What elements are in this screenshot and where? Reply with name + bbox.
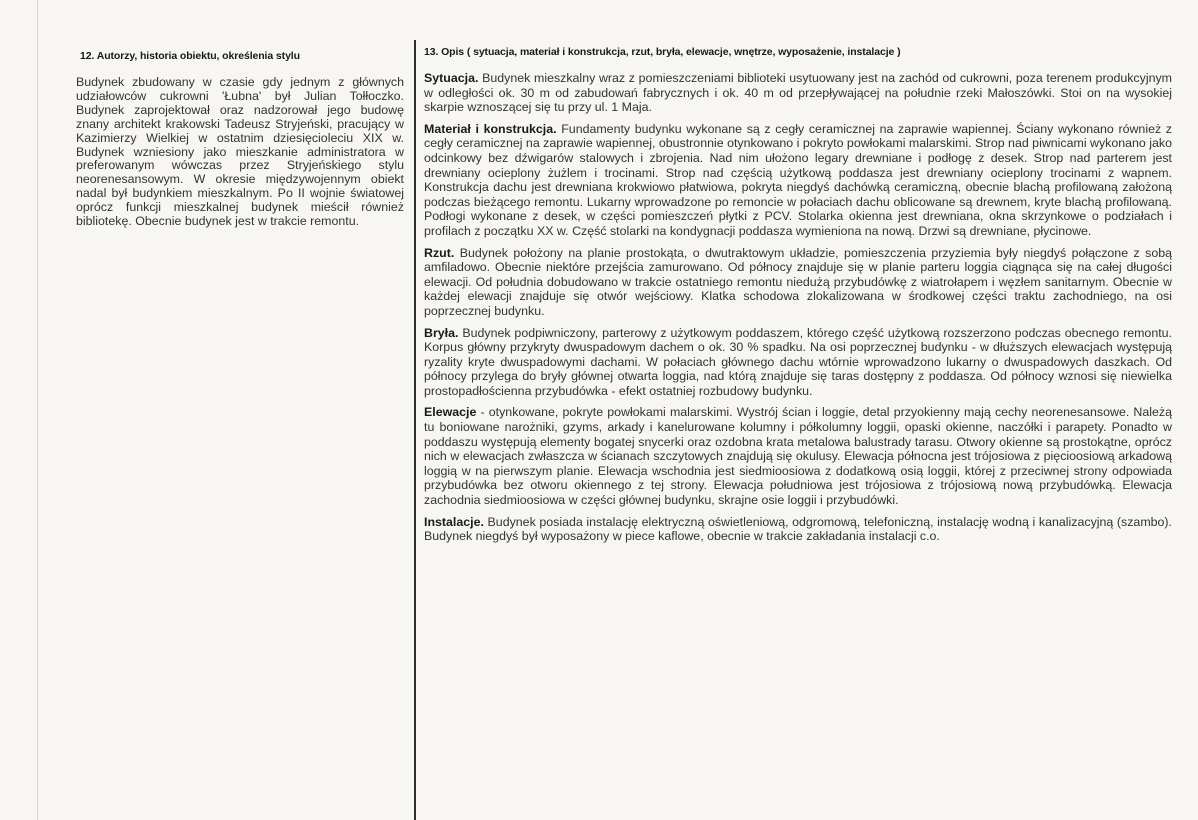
paragraph-label: Bryła. [424, 325, 459, 340]
section-12-body: Budynek zbudowany w czasie gdy jednym z głównych udziałowców cukrowni 'Łubna' był Julian Tołłoczko. Budynek zaprojektował oraz nadzorował jego budowę znany architekt krakowski Tadeusz Stryjeński, pracujący w Kazimierzy Wielkiej w ostatnim dziesięcioleciu XIX w. Budynek wzniesiony jako mieszkanie administratora w preferowanym wówczas przez Stryjeńskiego stylu neorenesansowym. W okresie międzywojennym obiekt nadal był budynkiem mieszkalnym. Po II wojnie światowej oprócz funkcji mieszkalnej budynek mieścił również bibliotekę. Obecnie budynek jest w trakcie remontu. [76, 75, 404, 229]
left-column [76, 50, 404, 229]
paragraph-text: Budynek położony na planie prostokąta, o dwutraktowym układzie, pomieszczenia przyziemia były niegdyś połączone z sobą amfiladowo. Obecnie niektóre przejścia zamurowano. Od północy znajduje się w planie parteru loggia ciągnąca się na całej długości elewacji. Od południa dobudowano w trakcie ostatniego remontu niedużą przybudówkę z wiatrołapem i węzłem sanitarnym. Obecnie w każdej elewacji znajduje się otwór wejściowy. Klatka schodowa zlokalizowana w środkowej części traktu zachodniego, na osi poprzecznej budynku. [424, 245, 1172, 318]
paragraph-material-konstrukcja [424, 122, 1172, 239]
paragraph-text: Fundamenty budynku wykonane są z cegły ceramicznej na zaprawie wapiennej. Ściany wykonano również z cegły ceramicznej na zaprawie wapiennej, obustronnie otynkowano i pokryto powłokami malarskimi. Strop nad piwnicami wykonano jako odcinkowy bez dźwigarów stalowych i zbrojenia. Nad nim ułożono legary drewniane i podłogę z desek. Strop nad parterem jest drewniany ocieplony żużlem i trocinami. Strop nad częścią użytkową poddasza jest drewniany ocieplony trocinami z wapnem. Konstrukcja dachu jest drewniana krokwiowo płatwiowa, pokryta niegdyś dachówką ceramiczną, obecnie blachą profilowaną założoną podczas bieżącego remontu. Lukarny wprowadzone po remoncie w połaciach dachu oblicowane są drewnem, kryte blachą profilowaną. Podłogi wykonane z desek, w części pomieszczeń płytki z PCV. Stolarka okienna jest drewniana, okna skrzynkowe o podziałach i profilach z początku XX w. Część stolarki na kondygnacji poddasza wymieniona na nową. Drzwi są drewniane, płycinowe. [424, 121, 1172, 238]
paragraph-elewacje [424, 405, 1172, 507]
paragraph-label: Sytuacja. [424, 71, 479, 85]
paragraph-label: Elewacje [424, 405, 477, 420]
section-13-heading: 13. Opis ( sytuacja, materiał i konstrukcja, rzut, bryła, elewacje, wnętrze, wyposażenie, instalacje ) [424, 46, 901, 58]
column-divider [414, 40, 416, 820]
paragraph-text: Budynek mieszkalny wraz z pomieszczeniami biblioteki usytuowany jest na zachód od cukrowni, poza terenem produkcyjnym w odległości ok. 30 m od zabudowań fabrycznych i ok. 40 m od przepływającej na południe rzeki Małoszówki. Stoi on na wysokiej skarpie wznoszącej się tu przy ul. 1 Maja. [424, 71, 1172, 115]
paragraph-text: - otynkowane, pokryte powłokami malarskimi. Wystrój ścian i loggie, detal przyokienny mają cechy neorenesansowe. Należą tu boniowane narożniki, gzyms, arkady i kanelurowane kolumny i półkolumny loggii, opaski okienne, naczółki i parapety. Ponadto w poddaszu występują elementy bogatej snycerki oraz ozdobna krata metalowa balustrady tarasu. Otwory okienne są prostokątne, oprócz nich w elewacjach zwłaszcza w ścianach szczytowych znajdują się okulusy. Elewacja północna jest trójosiowa z pięcioosiową arkadową loggią w na pierwszym planie. Elewacja wschodnia jest siedmioosiowa z dodatkową osią loggii, której z przeciwnej strony odpowiada przybudówka bez otworu okiennego z tej strony. Elewacja południowa jest trójosiowa z trójosiową nową przybudówką. Elewacja zachodnia siedmioosiowa w części głównej budynku, skrajne osie loggii i przybudówki. [424, 405, 1172, 508]
paragraph-label: Materiał i konstrukcja. [424, 121, 557, 136]
paragraph-text: Budynek podpiwniczony, parterowy z użytkowym poddaszem, którego część użytkową rozszerzono podczas obecnego remontu. Korpus główny przykryty dwuspadowym dachem o ok. 30 % spadku. Na osi poprzecznej budynku - w dłuższych elewacjach występują ryzality kryte dwuspadowymi dachami. W połaciach głównego dachu wtórnie wprowadzono lukarny o dwuspadowych daszkach. Od północy przylega do bryły głównej otwarta loggia, nad którą znajduje się taras dostępny z poddasza. Od północy wznosi się niewielka prostopadłościenna przybudówka - efekt ostatniej rozbudowy budynku. [424, 325, 1172, 398]
page-edge-line [37, 0, 38, 820]
section-12-heading: 12. Autorzy, historia obiektu, określenia stylu [80, 50, 300, 62]
right-column [424, 46, 1172, 544]
paragraph-instalacje [424, 515, 1172, 544]
paragraph-label: Rzut. [424, 245, 455, 260]
paragraph-bryla [424, 326, 1172, 399]
paragraph-rzut [424, 246, 1172, 319]
paragraph-sytuacja [424, 71, 1172, 115]
paragraph-label: Instalacje. [424, 514, 484, 529]
paragraph-text: Budynek posiada instalację elektryczną oświetleniową, odgromową, telefoniczną, instalację wodną i kanalizacyjną (szambo). Budynek niegdyś był wyposażony w piece kaflowe, obecnie w trakcie zakładania instalacji c.o. [424, 514, 1172, 544]
